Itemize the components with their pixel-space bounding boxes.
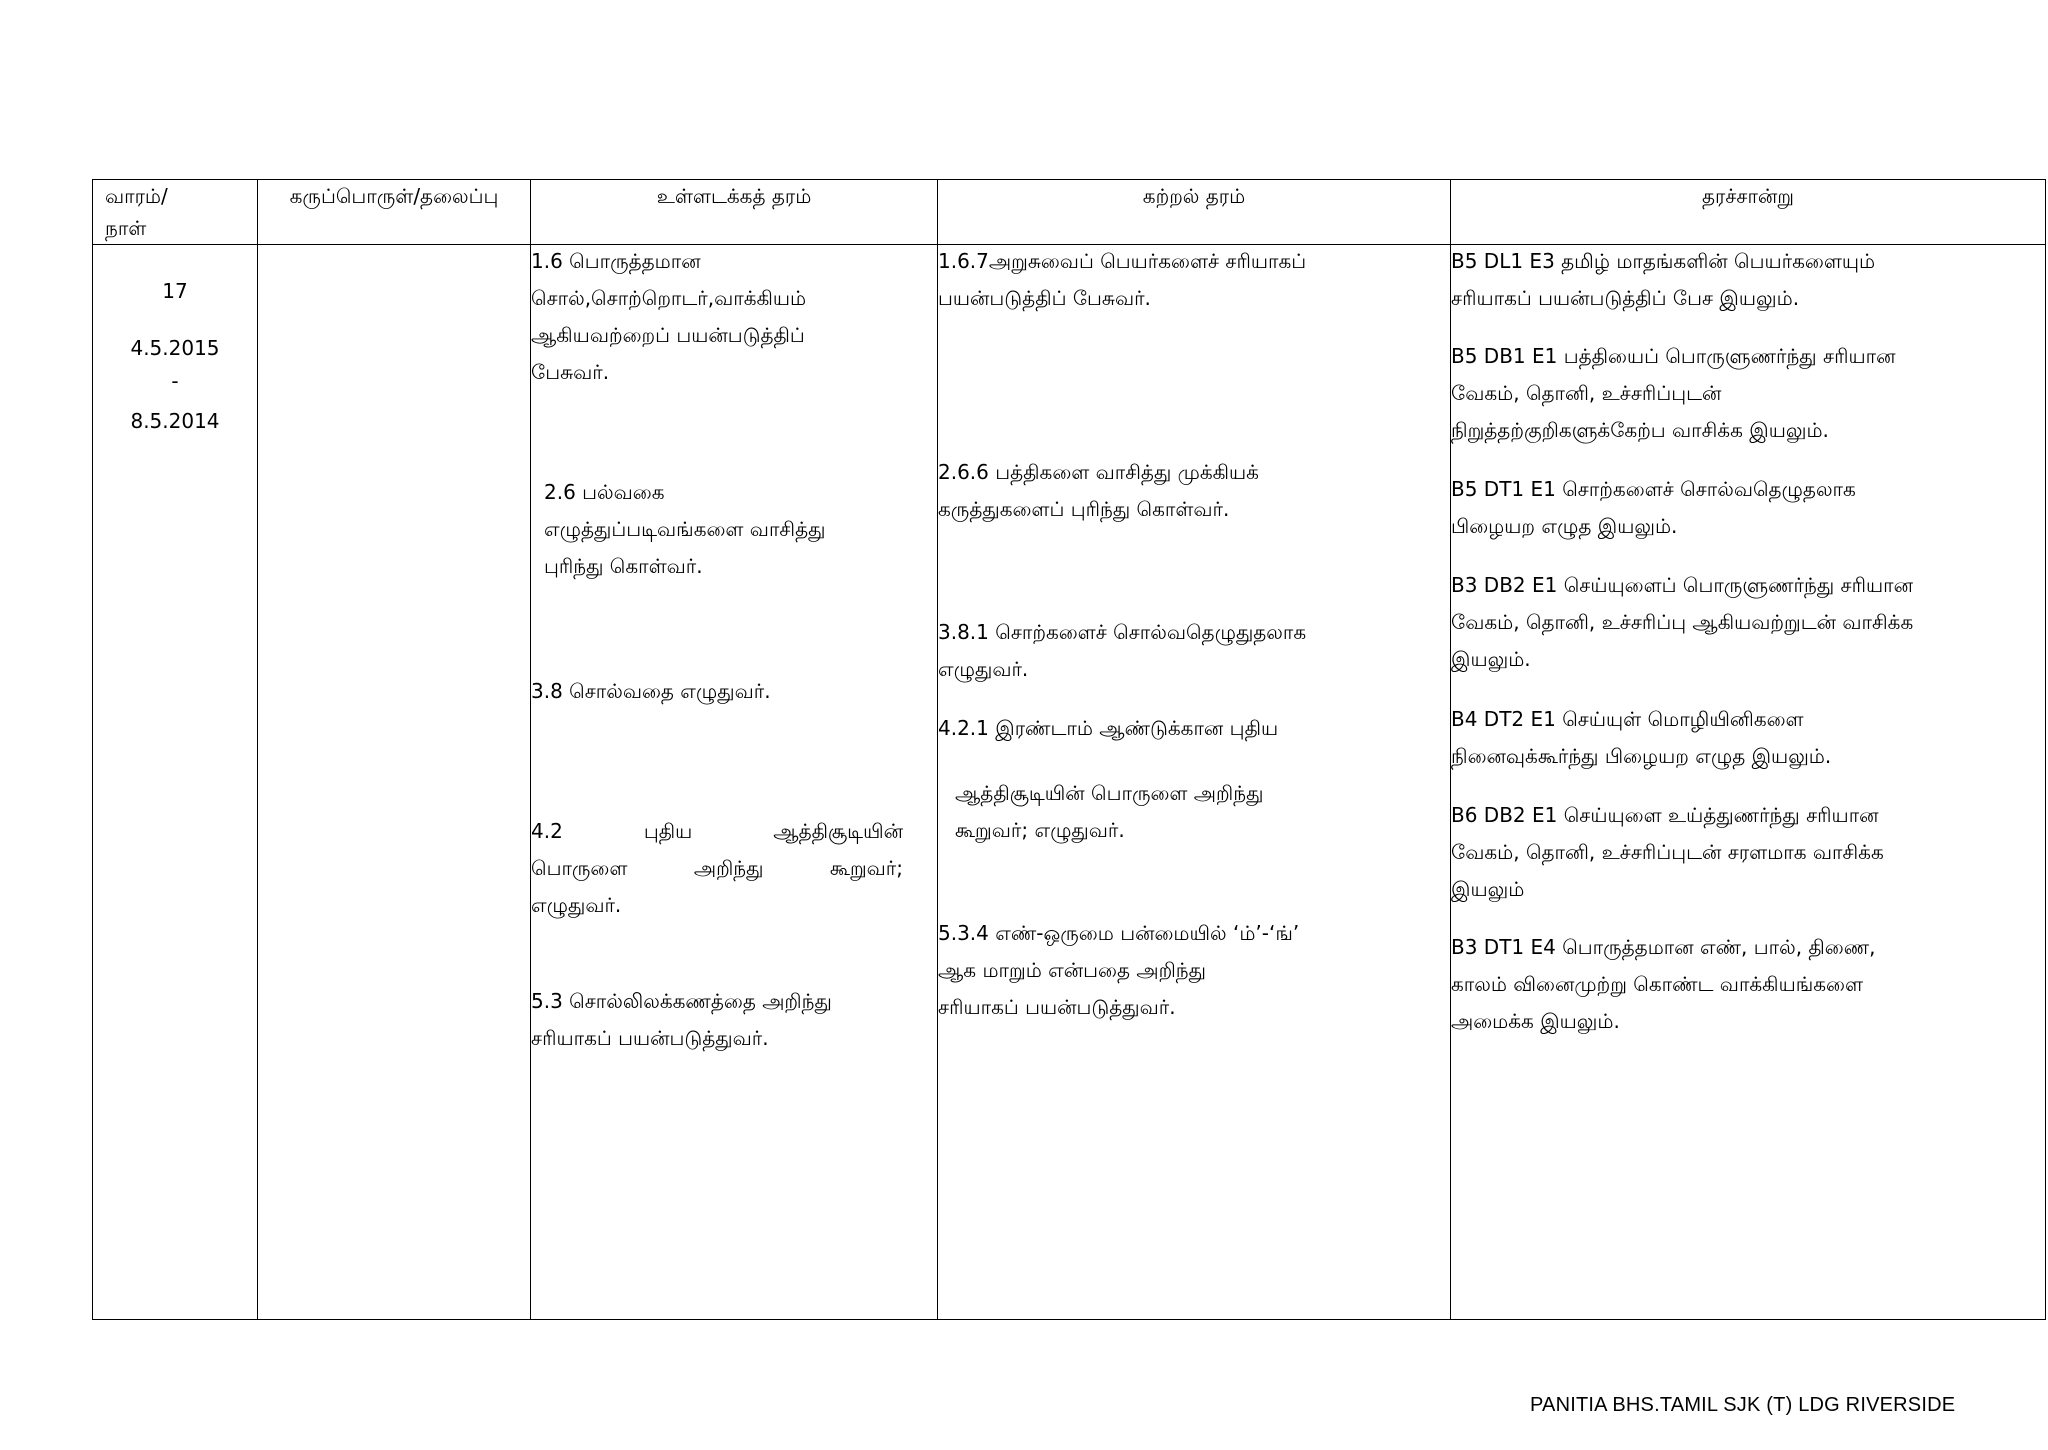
text-line: B5 DB1 E1 பத்தியைப் பொருளுணர்ந்து சரியான xyxy=(1451,344,1896,368)
text-line: B6 DB2 E1 செய்யுளை உய்த்துணர்ந்து சரியான xyxy=(1451,803,1879,827)
table-header-row xyxy=(93,180,2046,245)
learning-standard-item xyxy=(938,243,1306,317)
text-line: சரியாகப் பயன்படுத்துவர். xyxy=(938,995,1176,1019)
text-line: இயலும் xyxy=(1451,877,1525,901)
text-line: B4 DT2 E1 செய்யுள் மொழியினிகளை xyxy=(1451,707,1804,731)
text-line: எழுதுவர். xyxy=(531,893,622,917)
content-standard-item xyxy=(531,813,903,924)
text-line: 5.3 சொல்லிலக்கணத்தை அறிந்து xyxy=(531,989,832,1013)
learning-standard-item xyxy=(938,454,1259,528)
week-start-date: 4.5.2015 xyxy=(130,336,220,360)
text-line: வேகம், தொனி, உச்சரிப்புடன் xyxy=(1451,381,1722,405)
header-performance-standard: தரச்சான்று xyxy=(1451,180,2046,245)
header-theme: கருப்பொருள்/தலைப்பு xyxy=(258,180,531,245)
text-line: B3 DT1 E4 பொருத்தமான எண், பால், திணை, xyxy=(1451,935,1876,959)
header-week-label: வாரம்/ xyxy=(105,184,168,208)
performance-standard-item xyxy=(1451,701,1831,775)
learning-standard-item xyxy=(938,614,1306,688)
week-cell xyxy=(93,245,258,1320)
text-line: 5.3.4 எண்-ஒருமை பன்மையில் ‘ம்’-‘ங்’ xyxy=(938,921,1300,945)
content-standard-item xyxy=(531,673,771,710)
text-line: காலம் வினைமுற்று கொண்ட வாக்கியங்களை xyxy=(1451,972,1864,996)
week-end-date: 8.5.2014 xyxy=(130,409,220,433)
text-line: 4.2 புதிய ஆத்திசூடியின் xyxy=(531,819,903,843)
text-line: அமைக்க இயலும். xyxy=(1451,1009,1620,1033)
performance-standard-item xyxy=(1451,929,1876,1040)
text-line: வேகம், தொனி, உச்சரிப்புடன் சரளமாக வாசிக்க xyxy=(1451,840,1884,864)
text-line: கூறுவர்; எழுதுவர். xyxy=(955,818,1125,842)
learning-standard-cell xyxy=(938,245,1451,1320)
week-number: 17 xyxy=(162,279,188,303)
performance-standard-item xyxy=(1451,471,1856,545)
text-line: 2.6.6 பத்திகளை வாசித்து முக்கியக் xyxy=(938,460,1259,484)
theme-cell xyxy=(258,245,531,1320)
performance-standard-item xyxy=(1451,338,1895,449)
content-standard-cell xyxy=(531,245,938,1320)
performance-standard-item xyxy=(1451,567,1913,678)
text-line: ஆத்திசூடியின் பொருளை அறிந்து xyxy=(955,781,1264,805)
text-line: எழுத்துப்படிவங்களை வாசித்து xyxy=(544,517,826,541)
text-line: 2.6 பல்வகை xyxy=(544,480,665,504)
content-standard-item xyxy=(531,983,832,1057)
text-line: கருத்துகளைப் புரிந்து கொள்வர். xyxy=(938,497,1230,521)
text-line: சரியாகப் பயன்படுத்துவர். xyxy=(531,1026,769,1050)
header-week-day xyxy=(93,180,258,245)
content-standard-item xyxy=(544,474,825,585)
text-line: நிறுத்தற்குறிகளுக்கேற்ப வாசிக்க இயலும். xyxy=(1451,418,1829,442)
text-line: பொருளை அறிந்து கூறுவர்; xyxy=(531,856,903,880)
content-standard-item xyxy=(531,243,806,391)
table-body-row xyxy=(93,245,2046,1320)
learning-standard-item xyxy=(955,775,1263,849)
text-line: B5 DT1 E1 சொற்களைச் சொல்வதெழுதலாக xyxy=(1451,477,1856,501)
text-line: சரியாகப் பயன்படுத்திப் பேச இயலும். xyxy=(1451,286,1800,310)
text-line: 1.6.7அறுசுவைப் பெயர்களைச் சரியாகப் xyxy=(938,249,1307,273)
performance-standard-cell xyxy=(1451,245,2046,1320)
learning-standard-item xyxy=(938,710,1278,747)
performance-standard-item xyxy=(1451,243,1875,317)
text-line: எழுதுவர். xyxy=(938,657,1029,681)
text-line: நினைவுக்கூர்ந்து பிழையற எழுத இயலும். xyxy=(1451,744,1832,768)
performance-standard-item xyxy=(1451,797,1884,908)
week-date-separator: - xyxy=(171,369,179,393)
text-line: ஆக மாறும் என்பதை அறிந்து xyxy=(938,958,1206,982)
text-line: 4.2.1 இரண்டாம் ஆண்டுக்கான புதிய xyxy=(938,716,1279,740)
text-line: 3.8 சொல்வதை எழுதுவர். xyxy=(531,679,771,703)
text-line: பேசுவர். xyxy=(531,360,610,384)
text-line: B5 DL1 E3 தமிழ் மாதங்களின் பெயர்களையும் xyxy=(1451,249,1876,273)
page-footer: PANITIA BHS.TAMIL SJK (T) LDG RIVERSIDE xyxy=(1530,1394,1956,1416)
header-learning-standard: கற்றல் தரம் xyxy=(938,180,1451,245)
text-line: பிழையற எழுத இயலும். xyxy=(1451,514,1678,538)
text-line: வேகம், தொனி, உச்சரிப்பு ஆகியவற்றுடன் வாசிக்க xyxy=(1451,610,1914,634)
lesson-plan-table xyxy=(92,179,2046,1320)
header-day-label: நாள் xyxy=(105,216,147,240)
text-line: B3 DB2 E1 செய்யுளைப் பொருளுணர்ந்து சரியான xyxy=(1451,573,1914,597)
text-line: இயலும். xyxy=(1451,647,1531,671)
text-line: 3.8.1 சொற்களைச் சொல்வதெழுதுதலாக xyxy=(938,620,1307,644)
text-line: ஆகியவற்றைப் பயன்படுத்திப் xyxy=(531,323,805,347)
text-line: பயன்படுத்திப் பேசுவர். xyxy=(938,286,1151,310)
header-content-standard: உள்ளடக்கத் தரம் xyxy=(531,180,938,245)
text-line: 1.6 பொருத்தமான xyxy=(531,249,701,273)
text-line: புரிந்து கொள்வர். xyxy=(544,554,703,578)
learning-standard-item xyxy=(938,915,1299,1026)
text-line: சொல்,சொற்றொடர்,வாக்கியம் xyxy=(531,286,807,310)
